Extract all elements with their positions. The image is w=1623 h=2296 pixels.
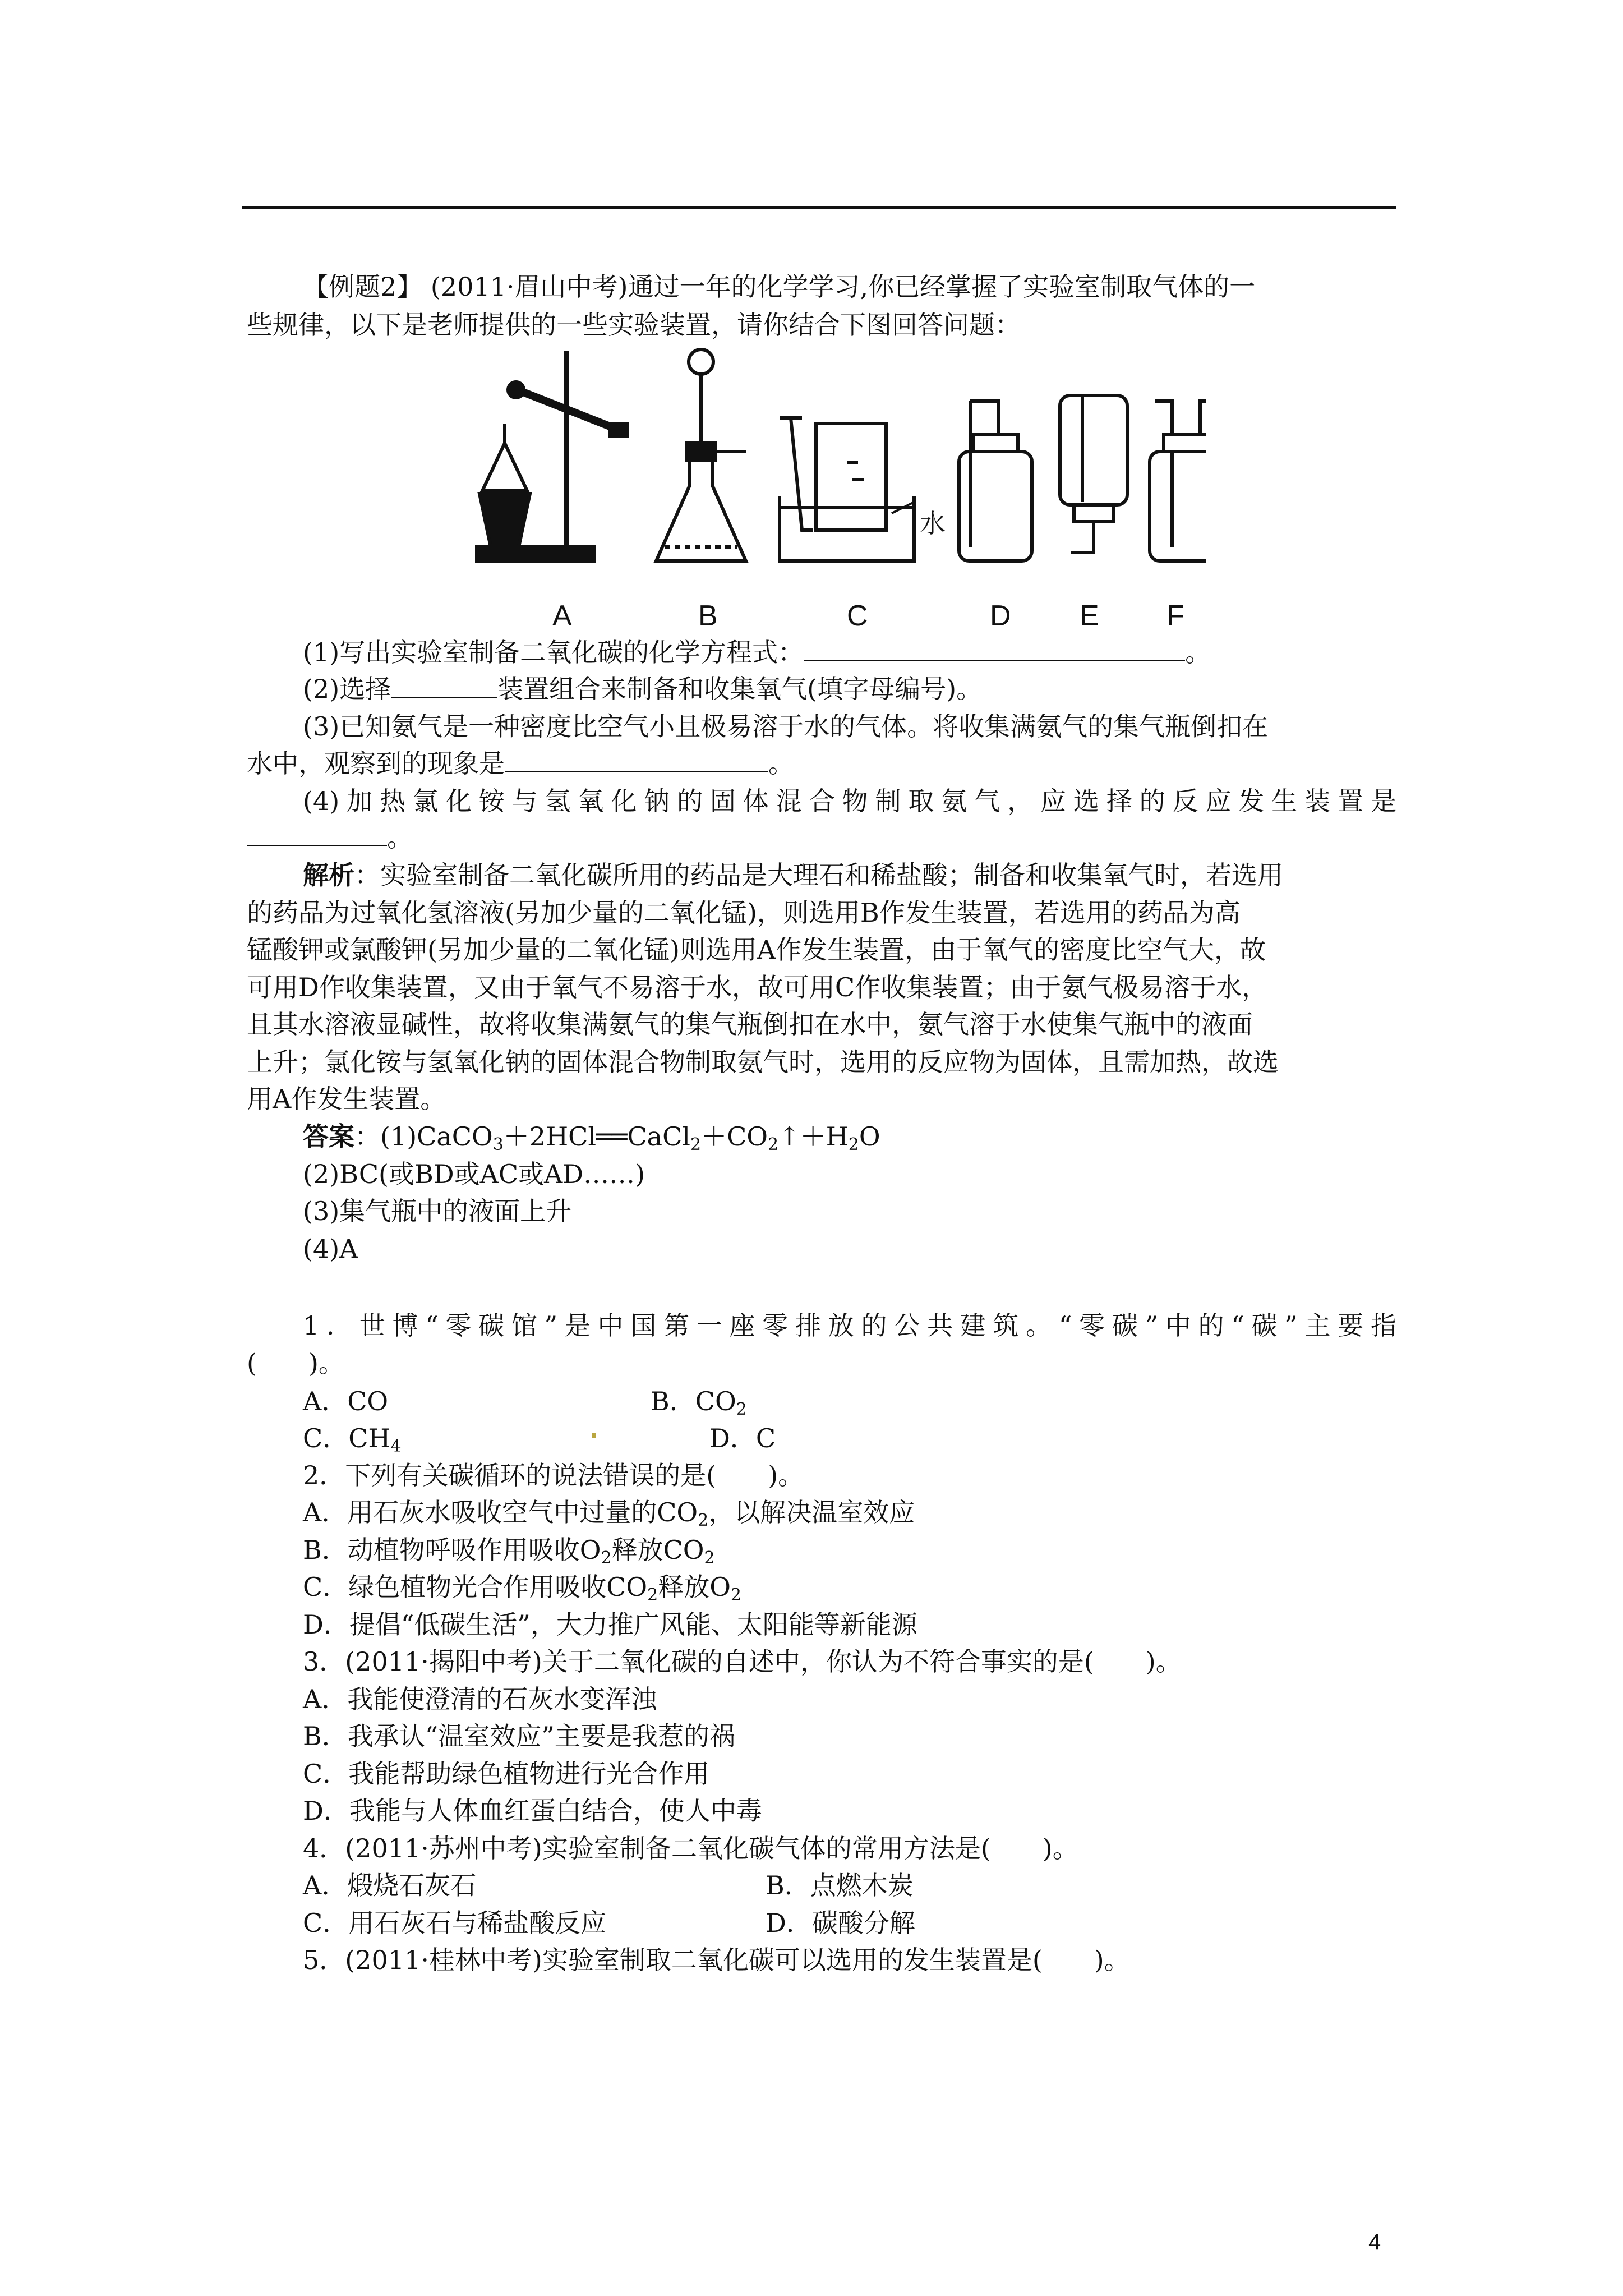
answer-blank[interactable]: [505, 749, 768, 772]
question-3-option-b: B．我承认“温室效应”主要是我惹的祸: [303, 1721, 735, 1751]
answer-blank[interactable]: [247, 823, 387, 846]
apparatus-c: [780, 418, 914, 561]
apparatus-e: [1060, 395, 1127, 553]
answer-line-4: (4)A: [303, 1234, 358, 1264]
question-1-option-a: A．CO: [303, 1386, 389, 1416]
apparatus-figure: [465, 345, 1206, 628]
question-4-option-b: B．点燃木炭: [766, 1870, 914, 1901]
example-heading-line1: 【例题2】 (2011·眉山中考)通过一年的化学学习,你已经掌握了实验室制取气体的一: [303, 272, 1256, 302]
answer-line-2: (2)BC(或BD或AC或AD……): [303, 1159, 645, 1189]
analysis-line-4: 可用D作收集装置，又由于氧气不易溶于水，故可用C作收集装置；由于氨气极易溶于水，: [247, 972, 1268, 1002]
question-1-stem: 1．世博“零碳馆”是中国第一座零排放的公共建筑。“零碳”中的“碳”主要指: [303, 1310, 1396, 1341]
question-2-option-b: B．动植物呼吸作用吸收$O_2$释放$CO_2$: [303, 1535, 715, 1568]
answer-blank[interactable]: [391, 674, 497, 698]
water-label: 水: [920, 508, 946, 539]
analysis-line-2: 的药品为过氧化氢溶液(另加少量的二氧化锰)，则选用B作发生装置，若选用的药品为高: [247, 898, 1241, 928]
page-number: 4: [1368, 2230, 1381, 2254]
question-2-option-a: A．用石灰水吸收空气中过量的$CO_2$，以解决温室效应: [303, 1497, 915, 1530]
question-3-stem: 3．(2011·揭阳中考)关于二氧化碳的自述中，你认为不符合事实的是( )。: [303, 1646, 1182, 1677]
question-1-option-b: B．$CO_2$: [651, 1386, 747, 1419]
question-1-option-c: C．$CH_4$: [303, 1423, 402, 1456]
figure-label-f: F: [1166, 600, 1184, 632]
question-1-option-d: D．C: [709, 1423, 776, 1453]
figure-label-b: B: [698, 600, 718, 632]
question-3-option-a: A．我能使澄清的石灰水变浑浊: [303, 1684, 657, 1714]
apparatus-f: [1150, 401, 1206, 561]
example-q3-line2: 水中，观察到的现象是 。: [247, 748, 794, 779]
figure-label-d: D: [990, 600, 1011, 632]
question-1-paren: ( )。: [247, 1348, 344, 1378]
analysis-line-1: 解析：实验室制备二氧化碳所用的药品是大理石和稀盐酸；制备和收集氧气时，若选用: [303, 860, 1283, 890]
analysis-line-7: 用A作发生装置。: [247, 1084, 446, 1114]
question-5-stem: 5．(2011·桂林中考)实验室制取二氧化碳可以选用的发生装置是( )。: [303, 1945, 1130, 1975]
example-q1: (1)写出实验室制备二氧化碳的化学方程式： 。: [303, 637, 1211, 668]
analysis-line-6: 上升；氯化铵与氢氧化钠的固体混合物制取氨气时，选用的反应物为固体，且需加热，故选: [247, 1047, 1279, 1077]
example-heading-line2: 些规律，以下是老师提供的一些实验装置，请你结合下图回答问题：: [247, 310, 1021, 340]
analysis-line-3: 锰酸钾或氯酸钾(另加少量的二氧化锰)则选用A作发生装置，由于氧气的密度比空气大，故: [247, 935, 1266, 965]
question-3-option-d: D．我能与人体血红蛋白结合，使人中毒: [303, 1796, 762, 1826]
answer-line-3: (3)集气瓶中的液面上升: [303, 1196, 572, 1226]
figure-label-a: A: [552, 600, 572, 632]
question-3-option-c: C．我能帮助绿色植物进行光合作用: [303, 1759, 710, 1789]
answer-line-1: 答案：$(1)CaCO_3+2HCl══CaCl_2+CO_2↑+H_2O$: [303, 1121, 880, 1154]
example-q4-line2: 。: [247, 819, 1396, 856]
figure-label-c: C: [847, 600, 868, 632]
header-rule: [242, 206, 1396, 209]
example-q4-line1: (4)加热氯化铵与氢氧化钠的固体混合物制取氨气，应选择的反应发生装置是: [303, 786, 1396, 816]
answer-blank[interactable]: [804, 638, 1185, 661]
question-2-option-c: C．绿色植物光合作用吸收$CO_2$释放$O_2$: [303, 1572, 742, 1605]
analysis-line-5: 且其水溶液显碱性，故将收集满氨气的集气瓶倒扣在水中，氨气溶于水使集气瓶中的液面: [247, 1009, 1253, 1039]
question-4-option-a: A．煅烧石灰石: [303, 1870, 477, 1901]
question-2-stem: 2．下列有关碳循环的说法错误的是( )。: [303, 1460, 804, 1490]
apparatus-b: [656, 349, 746, 561]
figure-label-e: E: [1080, 600, 1099, 632]
question-2-option-d: D．提倡“低碳生活”，大力推广风能、太阳能等新能源: [303, 1609, 917, 1640]
stray-dot: [592, 1433, 596, 1438]
apparatus-a: [477, 351, 627, 561]
question-4-option-c: C．用石灰石与稀盐酸反应: [303, 1908, 607, 1938]
example-q3-line1: (3)已知氨气是一种密度比空气小且极易溶于水的气体。将收集满氨气的集气瓶倒扣在: [303, 711, 1269, 742]
example-q2: (2)选择 装置组合来制备和收集氧气(填字母编号)。: [303, 674, 983, 704]
apparatus-d: [959, 401, 1032, 561]
question-4-stem: 4．(2011·苏州中考)实验室制备二氧化碳气体的常用方法是( )。: [303, 1833, 1078, 1864]
question-4-option-d: D．碳酸分解: [766, 1908, 915, 1938]
